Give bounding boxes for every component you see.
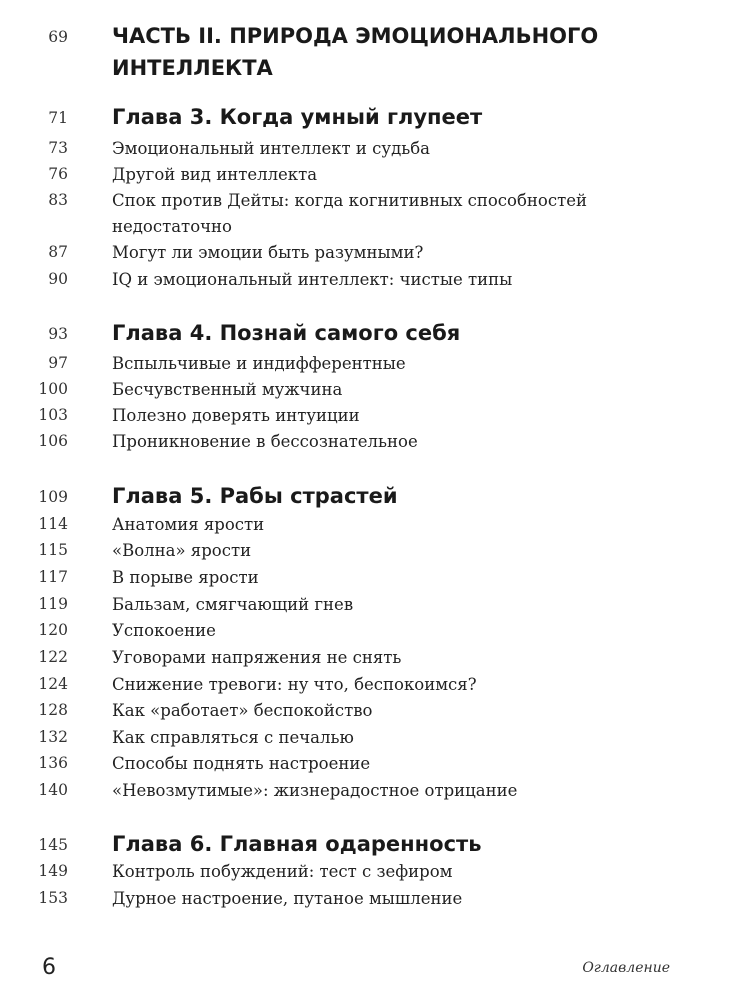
entry-title: Снижение тревоги: ну что, беспокоимся? — [112, 675, 477, 694]
entry-page-number: 100 — [38, 380, 68, 398]
entry-title: Уговорами напряжения не снять — [112, 648, 402, 667]
chapter-title: Глава 4. Познай самого себя — [112, 321, 461, 345]
entry-title: Как справляться с печалью — [112, 728, 354, 747]
entry-title: Эмоциональный интеллект и судьба — [112, 139, 431, 158]
entry-title: Дурное настроение, путаное мышление — [112, 889, 463, 908]
chapter-page-number: 145 — [38, 836, 68, 854]
entry-title: Спок против Дейты: когда когнитивных способностей недостаточно — [112, 191, 587, 236]
entry-page-number: 117 — [38, 568, 68, 586]
entry-title: Контроль побуждений: тест с зефиром — [112, 862, 453, 881]
entry-title: Как «работает» беспокойство — [112, 701, 373, 720]
entry-page-number: 73 — [48, 139, 68, 157]
entry-page-number: 124 — [38, 675, 68, 693]
entry-title: Успокоение — [112, 621, 216, 640]
entry-page-number: 128 — [38, 701, 68, 719]
entry-page-number: 83 — [48, 191, 68, 209]
entry-page-number: 90 — [48, 270, 68, 288]
entry-title: «Невозмутимые»: жизнерадостное отрицание — [112, 781, 518, 800]
entry-page-number: 120 — [38, 621, 68, 639]
entry-title: IQ и эмоциональный интеллект: чистые типы — [112, 270, 513, 289]
entry-page-number: 149 — [38, 862, 68, 880]
entry-page-number: 119 — [38, 595, 68, 613]
entry-title: Бальзам, смягчающий гнев — [112, 595, 354, 614]
chapter-page-number: 71 — [48, 109, 68, 127]
part-page-number: 69 — [48, 28, 68, 46]
entry-title: В порыве ярости — [112, 568, 259, 587]
entry-title: Бесчувственный мужчина — [112, 380, 343, 399]
entry-page-number: 97 — [48, 354, 68, 372]
entry-page-number: 122 — [38, 648, 68, 666]
entry-page-number: 115 — [38, 541, 68, 559]
entry-page-number: 153 — [38, 889, 68, 907]
chapter-page-number: 109 — [38, 488, 68, 506]
chapter-page-number: 93 — [48, 325, 68, 343]
entry-page-number: 136 — [38, 754, 68, 772]
entry-title: Вспыльчивые и индифферентные — [112, 354, 406, 373]
entry-page-number: 114 — [38, 515, 68, 533]
entry-page-number: 140 — [38, 781, 68, 799]
entry-title: Другой вид интеллекта — [112, 165, 318, 184]
page-number: 6 — [42, 955, 56, 980]
entry-page-number: 76 — [48, 165, 68, 183]
entry-title: Проникновение в бессознательное — [112, 432, 418, 451]
entry-title: Полезно доверять интуиции — [112, 406, 360, 425]
entry-page-number: 132 — [38, 728, 68, 746]
entry-title: Могут ли эмоции быть разумными? — [112, 243, 424, 262]
entry-page-number: 87 — [48, 243, 68, 261]
chapter-title: Глава 3. Когда умный глупеет — [112, 105, 483, 129]
entry-page-number: 103 — [38, 406, 68, 424]
entry-title: Анатомия ярости — [112, 515, 265, 534]
chapter-title: Глава 6. Главная одаренность — [112, 832, 482, 856]
entry-page-number: 106 — [38, 432, 68, 450]
chapter-title: Глава 5. Рабы страстей — [112, 484, 398, 508]
entry-title: Способы поднять настроение — [112, 754, 371, 773]
running-title: Оглавление — [582, 960, 670, 976]
part-title: ЧАСТЬ II. ПРИРОДА ЭМОЦИОНАЛЬНОГО ИНТЕЛЛЕКТА — [112, 24, 599, 80]
entry-title: «Волна» ярости — [112, 541, 252, 560]
